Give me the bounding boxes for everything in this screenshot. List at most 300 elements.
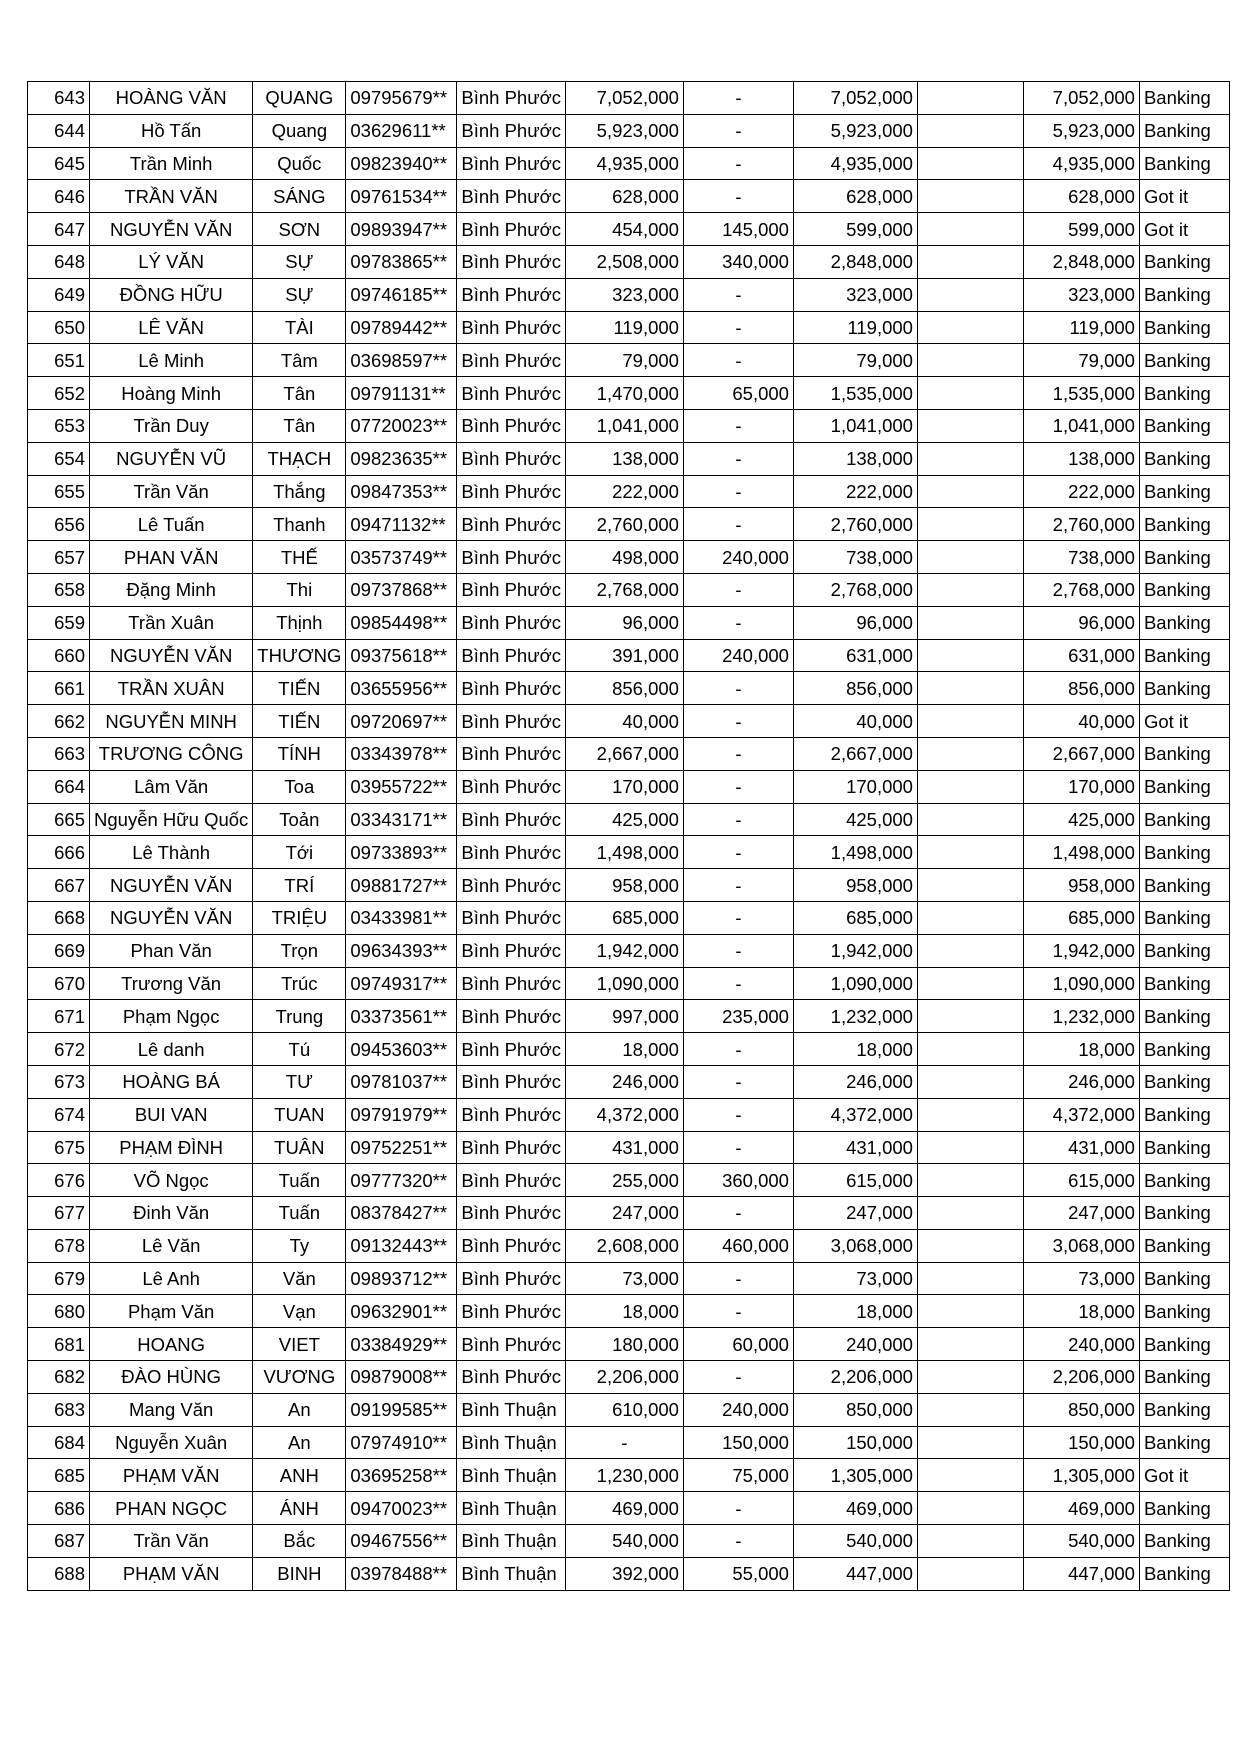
cell-last-name: NGUYỄN VĂN (90, 901, 253, 934)
cell-empty-cell (917, 1557, 1023, 1590)
table-row (28, 1525, 1230, 1558)
cell-first-name: Trọn (253, 934, 346, 967)
cell-total-amount: 246,000 (793, 1065, 917, 1098)
cell-first-name: Tâm (253, 344, 346, 377)
cell-payment-method: Banking (1139, 836, 1229, 869)
cell-paid-amount: 1,535,000 (1023, 377, 1139, 410)
cell-amount-2: - (683, 442, 793, 475)
cell-amount-2: - (683, 606, 793, 639)
cell-total-amount: 685,000 (793, 901, 917, 934)
cell-row-number: 664 (28, 770, 90, 803)
cell-amount-1: 170,000 (565, 770, 683, 803)
cell-last-name: Phan Văn (90, 934, 253, 967)
cell-row-number: 683 (28, 1393, 90, 1426)
cell-province: Bình Phước (457, 1131, 566, 1164)
cell-first-name: Tú (253, 1033, 346, 1066)
cell-row-number: 657 (28, 541, 90, 574)
cell-phone: 03695258** (346, 1459, 457, 1492)
cell-first-name: Ty (253, 1229, 346, 1262)
cell-empty-cell (917, 1328, 1023, 1361)
cell-amount-2: - (683, 311, 793, 344)
cell-payment-method: Banking (1139, 114, 1229, 147)
cell-province: Bình Phước (457, 278, 566, 311)
cell-amount-2: - (683, 967, 793, 1000)
cell-amount-2: - (683, 409, 793, 442)
cell-amount-2: 340,000 (683, 245, 793, 278)
cell-last-name: Nguyễn Hữu Quốc (90, 803, 253, 836)
cell-payment-method: Banking (1139, 1098, 1229, 1131)
cell-row-number: 669 (28, 934, 90, 967)
cell-last-name: Trần Văn (90, 475, 253, 508)
cell-amount-2: 460,000 (683, 1229, 793, 1262)
cell-payment-method: Banking (1139, 639, 1229, 672)
cell-paid-amount: 4,372,000 (1023, 1098, 1139, 1131)
cell-amount-1: 7,052,000 (565, 82, 683, 115)
cell-row-number: 645 (28, 147, 90, 180)
cell-amount-2: 240,000 (683, 541, 793, 574)
cell-row-number: 656 (28, 508, 90, 541)
cell-last-name: Nguyễn Xuân (90, 1426, 253, 1459)
table-row (28, 213, 1230, 246)
cell-payment-method: Banking (1139, 409, 1229, 442)
cell-row-number: 679 (28, 1262, 90, 1295)
cell-payment-method: Banking (1139, 1525, 1229, 1558)
cell-paid-amount: 1,305,000 (1023, 1459, 1139, 1492)
cell-province: Bình Phước (457, 1065, 566, 1098)
cell-total-amount: 615,000 (793, 1164, 917, 1197)
cell-total-amount: 856,000 (793, 672, 917, 705)
cell-last-name: NGUYỄN VŨ (90, 442, 253, 475)
table-row (28, 409, 1230, 442)
table-row (28, 934, 1230, 967)
cell-amount-1: 247,000 (565, 1197, 683, 1230)
cell-first-name: TRIỆU (253, 901, 346, 934)
cell-empty-cell (917, 1000, 1023, 1033)
cell-amount-2: 65,000 (683, 377, 793, 410)
cell-payment-method: Banking (1139, 1393, 1229, 1426)
cell-empty-cell (917, 1197, 1023, 1230)
cell-empty-cell (917, 705, 1023, 738)
cell-phone: 09632901** (346, 1295, 457, 1328)
cell-phone: 03373561** (346, 1000, 457, 1033)
cell-total-amount: 1,305,000 (793, 1459, 917, 1492)
table-row (28, 114, 1230, 147)
table-row (28, 344, 1230, 377)
table-row (28, 508, 1230, 541)
cell-total-amount: 2,760,000 (793, 508, 917, 541)
cell-first-name: SỰ (253, 278, 346, 311)
cell-total-amount: 599,000 (793, 213, 917, 246)
cell-total-amount: 850,000 (793, 1393, 917, 1426)
cell-last-name: LÝ VĂN (90, 245, 253, 278)
table-row (28, 573, 1230, 606)
cell-province: Bình Phước (457, 180, 566, 213)
cell-total-amount: 18,000 (793, 1033, 917, 1066)
table-row (28, 672, 1230, 705)
cell-paid-amount: 425,000 (1023, 803, 1139, 836)
table-row (28, 639, 1230, 672)
cell-province: Bình Phước (457, 1229, 566, 1262)
cell-first-name: Thắng (253, 475, 346, 508)
cell-row-number: 677 (28, 1197, 90, 1230)
cell-first-name: TƯ (253, 1065, 346, 1098)
cell-province: Bình Phước (457, 1295, 566, 1328)
cell-province: Bình Phước (457, 869, 566, 902)
cell-payment-method: Banking (1139, 311, 1229, 344)
cell-paid-amount: 7,052,000 (1023, 82, 1139, 115)
cell-total-amount: 4,935,000 (793, 147, 917, 180)
cell-empty-cell (917, 311, 1023, 344)
cell-amount-1: 138,000 (565, 442, 683, 475)
cell-amount-1: 40,000 (565, 705, 683, 738)
cell-amount-2: - (683, 475, 793, 508)
cell-empty-cell (917, 803, 1023, 836)
cell-paid-amount: 628,000 (1023, 180, 1139, 213)
cell-payment-method: Banking (1139, 1033, 1229, 1066)
cell-amount-2: - (683, 869, 793, 902)
cell-empty-cell (917, 573, 1023, 606)
cell-total-amount: 5,923,000 (793, 114, 917, 147)
cell-province: Bình Phước (457, 1000, 566, 1033)
cell-empty-cell (917, 541, 1023, 574)
cell-phone: 09752251** (346, 1131, 457, 1164)
table-row (28, 737, 1230, 770)
cell-first-name: Tuấn (253, 1197, 346, 1230)
cell-last-name: PHAN VĂN (90, 541, 253, 574)
cell-empty-cell (917, 1492, 1023, 1525)
cell-province: Bình Phước (457, 541, 566, 574)
cell-amount-1: 392,000 (565, 1557, 683, 1590)
cell-last-name: HOÀNG VĂN (90, 82, 253, 115)
cell-row-number: 668 (28, 901, 90, 934)
table-row (28, 1000, 1230, 1033)
cell-total-amount: 425,000 (793, 803, 917, 836)
cell-paid-amount: 1,498,000 (1023, 836, 1139, 869)
cell-row-number: 684 (28, 1426, 90, 1459)
cell-phone: 07720023** (346, 409, 457, 442)
cell-row-number: 686 (28, 1492, 90, 1525)
table-row (28, 836, 1230, 869)
cell-payment-method: Banking (1139, 1262, 1229, 1295)
cell-last-name: BUI VAN (90, 1098, 253, 1131)
cell-amount-1: 96,000 (565, 606, 683, 639)
cell-last-name: NGUYỄN VĂN (90, 869, 253, 902)
cell-paid-amount: 73,000 (1023, 1262, 1139, 1295)
cell-row-number: 672 (28, 1033, 90, 1066)
cell-first-name: SỰ (253, 245, 346, 278)
cell-first-name: TÍNH (253, 737, 346, 770)
cell-amount-2: 55,000 (683, 1557, 793, 1590)
cell-amount-1: 255,000 (565, 1164, 683, 1197)
cell-paid-amount: 119,000 (1023, 311, 1139, 344)
cell-phone: 09375618** (346, 639, 457, 672)
cell-last-name: Trần Văn (90, 1525, 253, 1558)
cell-first-name: ANH (253, 1459, 346, 1492)
table-row (28, 1426, 1230, 1459)
cell-row-number: 655 (28, 475, 90, 508)
cell-first-name: Tới (253, 836, 346, 869)
cell-amount-2: 235,000 (683, 1000, 793, 1033)
cell-total-amount: 631,000 (793, 639, 917, 672)
cell-province: Bình Phước (457, 311, 566, 344)
cell-phone: 03384929** (346, 1328, 457, 1361)
cell-amount-2: - (683, 1361, 793, 1394)
cell-phone: 09781037** (346, 1065, 457, 1098)
cell-province: Bình Phước (457, 1098, 566, 1131)
cell-phone: 07974910** (346, 1426, 457, 1459)
cell-row-number: 659 (28, 606, 90, 639)
cell-total-amount: 1,090,000 (793, 967, 917, 1000)
cell-amount-1: 323,000 (565, 278, 683, 311)
table-row (28, 803, 1230, 836)
payment-table (27, 81, 1230, 1591)
cell-phone: 09777320** (346, 1164, 457, 1197)
cell-empty-cell (917, 245, 1023, 278)
cell-last-name: TRẦN VĂN (90, 180, 253, 213)
cell-last-name: Trương Văn (90, 967, 253, 1000)
cell-amount-1: 79,000 (565, 344, 683, 377)
cell-phone: 09881727** (346, 869, 457, 902)
cell-empty-cell (917, 901, 1023, 934)
table-row (28, 1033, 1230, 1066)
cell-amount-1: 246,000 (565, 1065, 683, 1098)
cell-last-name: TRƯƠNG CÔNG (90, 737, 253, 770)
cell-empty-cell (917, 869, 1023, 902)
cell-empty-cell (917, 508, 1023, 541)
table-row (28, 869, 1230, 902)
cell-empty-cell (917, 1525, 1023, 1558)
cell-last-name: LÊ VĂN (90, 311, 253, 344)
cell-province: Bình Phước (457, 672, 566, 705)
cell-total-amount: 96,000 (793, 606, 917, 639)
cell-total-amount: 738,000 (793, 541, 917, 574)
cell-total-amount: 958,000 (793, 869, 917, 902)
cell-amount-1: 391,000 (565, 639, 683, 672)
cell-province: Bình Phước (457, 475, 566, 508)
cell-first-name: TIẾN (253, 705, 346, 738)
cell-row-number: 666 (28, 836, 90, 869)
cell-payment-method: Banking (1139, 934, 1229, 967)
cell-paid-amount: 631,000 (1023, 639, 1139, 672)
cell-last-name: Phạm Ngọc (90, 1000, 253, 1033)
cell-phone: 09789442** (346, 311, 457, 344)
cell-amount-1: 997,000 (565, 1000, 683, 1033)
cell-first-name: Toa (253, 770, 346, 803)
cell-last-name: NGUYỄN VĂN (90, 639, 253, 672)
cell-phone: 03343171** (346, 803, 457, 836)
cell-phone: 09634393** (346, 934, 457, 967)
cell-empty-cell (917, 770, 1023, 803)
cell-amount-2: - (683, 803, 793, 836)
cell-empty-cell (917, 967, 1023, 1000)
cell-phone: 03573749** (346, 541, 457, 574)
cell-total-amount: 431,000 (793, 1131, 917, 1164)
cell-amount-1: 119,000 (565, 311, 683, 344)
cell-amount-1: 18,000 (565, 1295, 683, 1328)
cell-payment-method: Banking (1139, 1295, 1229, 1328)
table-row (28, 1262, 1230, 1295)
cell-amount-2: 145,000 (683, 213, 793, 246)
cell-last-name: NGUYỄN MINH (90, 705, 253, 738)
cell-amount-2: - (683, 901, 793, 934)
cell-amount-2: - (683, 82, 793, 115)
cell-first-name: Tuấn (253, 1164, 346, 1197)
cell-total-amount: 3,068,000 (793, 1229, 917, 1262)
cell-paid-amount: 469,000 (1023, 1492, 1139, 1525)
cell-empty-cell (917, 1164, 1023, 1197)
cell-total-amount: 7,052,000 (793, 82, 917, 115)
cell-province: Bình Phước (457, 573, 566, 606)
cell-phone: 09761534** (346, 180, 457, 213)
cell-amount-2: 240,000 (683, 1393, 793, 1426)
cell-row-number: 682 (28, 1361, 90, 1394)
cell-payment-method: Banking (1139, 147, 1229, 180)
cell-amount-1: 685,000 (565, 901, 683, 934)
cell-amount-2: - (683, 1033, 793, 1066)
cell-province: Bình Phước (457, 901, 566, 934)
cell-province: Bình Phước (457, 1262, 566, 1295)
cell-first-name: THẠCH (253, 442, 346, 475)
cell-paid-amount: 1,090,000 (1023, 967, 1139, 1000)
cell-phone: 09893712** (346, 1262, 457, 1295)
cell-row-number: 680 (28, 1295, 90, 1328)
cell-phone: 09893947** (346, 213, 457, 246)
cell-province: Bình Phước (457, 213, 566, 246)
cell-amount-1: 2,608,000 (565, 1229, 683, 1262)
cell-paid-amount: 150,000 (1023, 1426, 1139, 1459)
cell-last-name: ĐỒNG HỮU (90, 278, 253, 311)
cell-row-number: 673 (28, 1065, 90, 1098)
cell-province: Bình Thuận (457, 1393, 566, 1426)
table-row (28, 475, 1230, 508)
cell-amount-1: 2,768,000 (565, 573, 683, 606)
cell-amount-1: 5,923,000 (565, 114, 683, 147)
cell-paid-amount: 540,000 (1023, 1525, 1139, 1558)
cell-phone: 09471132** (346, 508, 457, 541)
cell-first-name: SƠN (253, 213, 346, 246)
cell-amount-2: 150,000 (683, 1426, 793, 1459)
cell-phone: 09199585** (346, 1393, 457, 1426)
cell-empty-cell (917, 409, 1023, 442)
cell-first-name: An (253, 1426, 346, 1459)
cell-phone: 03978488** (346, 1557, 457, 1590)
cell-amount-1: 180,000 (565, 1328, 683, 1361)
cell-last-name: Lê Văn (90, 1229, 253, 1262)
cell-row-number: 688 (28, 1557, 90, 1590)
cell-last-name: Trần Minh (90, 147, 253, 180)
cell-amount-2: - (683, 934, 793, 967)
cell-total-amount: 170,000 (793, 770, 917, 803)
cell-amount-2: - (683, 1065, 793, 1098)
cell-row-number: 658 (28, 573, 90, 606)
table-row (28, 541, 1230, 574)
table-row (28, 1131, 1230, 1164)
cell-paid-amount: 40,000 (1023, 705, 1139, 738)
cell-paid-amount: 96,000 (1023, 606, 1139, 639)
cell-province: Bình Phước (457, 377, 566, 410)
cell-first-name: Văn (253, 1262, 346, 1295)
cell-row-number: 687 (28, 1525, 90, 1558)
cell-phone: 09737868** (346, 573, 457, 606)
table-row (28, 705, 1230, 738)
cell-paid-amount: 170,000 (1023, 770, 1139, 803)
cell-phone: 09854498** (346, 606, 457, 639)
cell-phone: 08378427** (346, 1197, 457, 1230)
cell-phone: 03433981** (346, 901, 457, 934)
cell-amount-1: 4,935,000 (565, 147, 683, 180)
table-row (28, 278, 1230, 311)
cell-amount-2: 360,000 (683, 1164, 793, 1197)
cell-payment-method: Got it (1139, 705, 1229, 738)
cell-amount-1: 2,760,000 (565, 508, 683, 541)
cell-empty-cell (917, 1098, 1023, 1131)
cell-paid-amount: 138,000 (1023, 442, 1139, 475)
cell-row-number: 648 (28, 245, 90, 278)
table-row (28, 1393, 1230, 1426)
cell-amount-1: 454,000 (565, 213, 683, 246)
cell-amount-1: 1,470,000 (565, 377, 683, 410)
cell-total-amount: 4,372,000 (793, 1098, 917, 1131)
cell-first-name: Tân (253, 409, 346, 442)
cell-row-number: 651 (28, 344, 90, 377)
cell-paid-amount: 599,000 (1023, 213, 1139, 246)
cell-payment-method: Banking (1139, 1197, 1229, 1230)
cell-province: Bình Thuận (457, 1426, 566, 1459)
cell-paid-amount: 240,000 (1023, 1328, 1139, 1361)
cell-last-name: PHẠM VĂN (90, 1459, 253, 1492)
cell-empty-cell (917, 672, 1023, 705)
cell-paid-amount: 447,000 (1023, 1557, 1139, 1590)
table-row (28, 1328, 1230, 1361)
cell-amount-2: - (683, 705, 793, 738)
cell-total-amount: 222,000 (793, 475, 917, 508)
cell-province: Bình Phước (457, 508, 566, 541)
cell-last-name: Lê danh (90, 1033, 253, 1066)
cell-amount-1: 425,000 (565, 803, 683, 836)
cell-row-number: 662 (28, 705, 90, 738)
cell-first-name: THƯƠNG (253, 639, 346, 672)
cell-first-name: TÀI (253, 311, 346, 344)
cell-first-name: Thi (253, 573, 346, 606)
cell-last-name: Hồ Tấn (90, 114, 253, 147)
cell-payment-method: Banking (1139, 1229, 1229, 1262)
cell-paid-amount: 222,000 (1023, 475, 1139, 508)
cell-empty-cell (917, 1229, 1023, 1262)
cell-total-amount: 1,942,000 (793, 934, 917, 967)
cell-amount-2: - (683, 114, 793, 147)
cell-first-name: Bắc (253, 1525, 346, 1558)
cell-empty-cell (917, 1426, 1023, 1459)
cell-first-name: ÁNH (253, 1492, 346, 1525)
cell-empty-cell (917, 475, 1023, 508)
cell-payment-method: Banking (1139, 377, 1229, 410)
cell-last-name: Lê Minh (90, 344, 253, 377)
cell-phone: 09879008** (346, 1361, 457, 1394)
cell-province: Bình Phước (457, 1033, 566, 1066)
cell-amount-2: - (683, 1492, 793, 1525)
cell-paid-amount: 247,000 (1023, 1197, 1139, 1230)
cell-row-number: 661 (28, 672, 90, 705)
cell-amount-1: 431,000 (565, 1131, 683, 1164)
table-row (28, 1197, 1230, 1230)
cell-total-amount: 323,000 (793, 278, 917, 311)
cell-amount-2: - (683, 573, 793, 606)
cell-payment-method: Banking (1139, 245, 1229, 278)
cell-row-number: 646 (28, 180, 90, 213)
cell-row-number: 678 (28, 1229, 90, 1262)
table-row (28, 82, 1230, 115)
cell-total-amount: 138,000 (793, 442, 917, 475)
